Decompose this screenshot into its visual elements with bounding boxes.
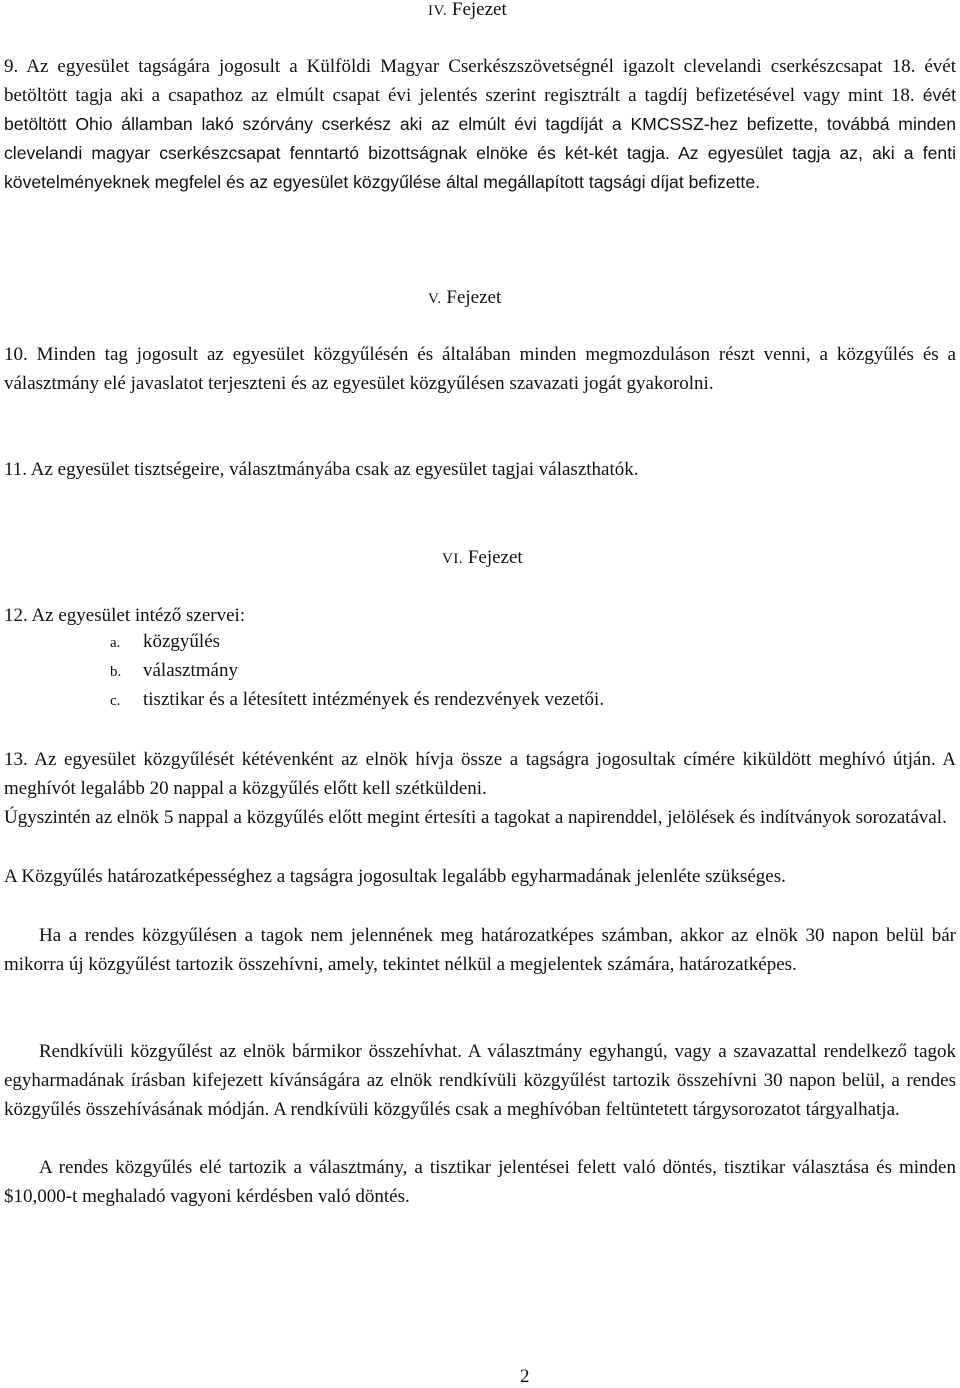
paragraph-9-sans: évét betöltött Ohio államban lakó szórvány cserkész aki az elmúlt évi tagdíját a KMCSSZ-hez befizette, továbbá minden clevelandi magyar cserkészcsapat fenntartó bizottságnak elnöke és két-két tagja. Az egyesület tagja az, aki a fenti követelményeknek megfelel és az egyesület közgyűlése által megállapított tagsági díjat befizette. — [4, 85, 956, 192]
organ-letter: c. — [110, 693, 121, 709]
paragraph-12-intro: 12. Az egyesület intéző szervei: — [4, 605, 246, 626]
page-number: 2 — [520, 1366, 530, 1387]
paragraph-10: 10. Minden tag jogosult az egyesület közgyűlésén és általában minden megmozduláson részt venni, a közgyűlés és a választmány elé javaslatot terjeszteni és az egyesület közgyűlésen szavazati jogát gyakorolni. — [4, 344, 956, 394]
extraordinary-meeting-paragraph: Rendkívüli közgyűlést az elnök bármikor összehívhat. A választmány egyhangú, vagy a szavazattal rendelkező tagok egyharmadának írásban kifejezett kívánságára az elnök rendkívüli közgyűlést tartozik összehívni 30 napon belül, a rendes közgyűlés összehívásának módján. A rendkívüli közgyűlés csak a meghívóban feltüntetett tárgysorozatot tárgyalhatja. — [4, 1041, 956, 1120]
chapter-4-heading — [428, 0, 507, 22]
organ-list-item — [110, 689, 604, 711]
organ-text: tisztikar és a létesített intézmények és rendezvények vezetői. — [143, 689, 605, 710]
chapter-5-heading — [428, 287, 501, 310]
chapter-6-roman: VI. — [442, 551, 464, 567]
ordinary-meeting-scope-paragraph: A rendes közgyűlés elé tartozik a választmány, a tisztikar jelentései felett való döntés, tisztikar választása és minden $10,000-t meghaladó vagyoni kérdésben való döntés. — [4, 1157, 956, 1207]
chapter-6-word: Fejezet — [467, 547, 523, 568]
organ-list-item — [110, 660, 238, 682]
organ-letter: b. — [110, 664, 122, 680]
chapter-4-roman: IV. — [428, 3, 448, 19]
organ-letter: a. — [110, 635, 121, 651]
chapter-6-heading — [442, 547, 523, 570]
chapter-5-roman: V. — [428, 291, 442, 307]
organ-list-item — [110, 631, 220, 653]
paragraph-13-part-1: 13. Az egyesület közgyűlését kétévenként az elnök hívja össze a tagságra jogosultak címére kiküldött meghívó útján. A meghívót legalább 20 nappal a közgyűlés előtt kell szétküldeni. — [4, 749, 956, 799]
paragraph-9-serif: 9. Az egyesület tagságára jogosult a Külföldi Magyar Cserkészszövetségnél igazolt clevelandi cserkészcsapat 18. évét betöltött tagja aki a csapathoz az elmúlt csapat évi jelentés szerint regisztrált a tagdíj befizetésével vagy mint 18. — [4, 56, 956, 106]
paragraph-9 — [4, 52, 956, 197]
chapter-5-word: Fejezet — [446, 287, 502, 308]
paragraph-11: 11. Az egyesület tisztségeire, választmányába csak az egyesület tagjai választhatók. — [4, 459, 639, 480]
organ-text: közgyűlés — [143, 631, 221, 652]
paragraph-13-part-3: A Közgyűlés határozatképességhez a tagságra jogosultak legalább egyharmadának jelenléte szükséges. — [4, 866, 786, 887]
paragraph-13-part-2: Úgyszintén az elnök 5 nappal a közgyűlés előtt megint értesíti a tagokat a napirenddel, jelölések és indítványok sorozatával. — [4, 807, 947, 828]
paragraph-13-part-4: Ha a rendes közgyűlésen a tagok nem jelennének meg határozatképes számban, akkor az elnök 30 napon belül bár mikorra új közgyűlést tartozik összehívni, amely, tekintet nélkül a megjelentek számára, határozatképes. — [4, 925, 956, 975]
chapter-4-word: Fejezet — [451, 0, 507, 20]
organ-text: választmány — [143, 660, 238, 681]
